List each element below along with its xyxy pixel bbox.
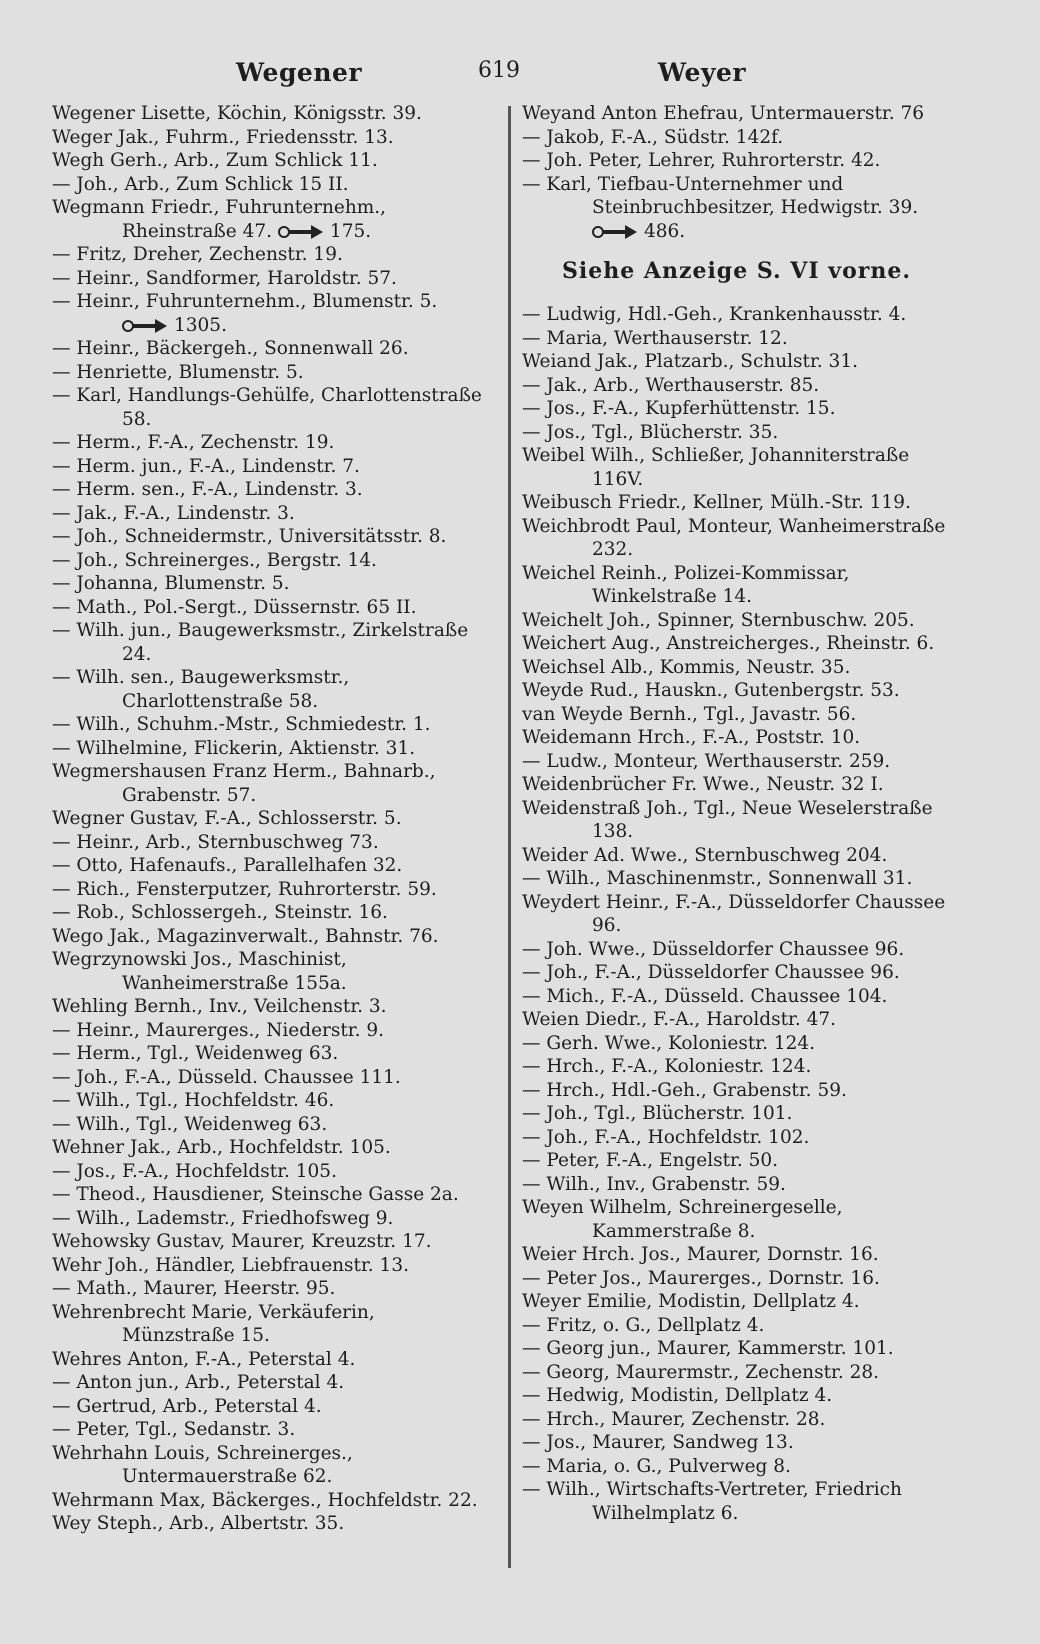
right-column-bottom (522, 303, 962, 1525)
directory-entry: — Wilh. sen., Baugewerksmstr., Charlottenstraße 58. (52, 667, 350, 712)
directory-entry: Weider Ad. Wwe., Sternbuschweg 204. (522, 844, 888, 866)
directory-entry: — Joh., F.-A., Düsseldorfer Chaussee 96. (522, 962, 900, 983)
directory-entry: Wegener Lisette, Köchin, Königsstr. 39. (52, 103, 422, 124)
directory-entry: — Ludwig, Hdl.-Geh., Krankenhausstr. 4. (522, 304, 907, 325)
directory-entry: Wey Steph., Arb., Albertstr. 35. (52, 1513, 345, 1534)
directory-entry: — Wilh., Lademstr., Friedhofsweg 9. (52, 1207, 394, 1229)
directory-entry: — Heinr., Bäckergeh., Sonnenwall 26. (52, 338, 409, 359)
directory-entry: Weichsel Alb., Kommis, Neustr. 35. (522, 656, 851, 678)
directory-entry: Wehling Bernh., Inv., Veilchenstr. 3. (52, 996, 387, 1017)
column-divider (508, 106, 511, 1568)
directory-entry: — Theod., Hausdiener, Steinsche Gasse 2a. (52, 1184, 459, 1205)
directory-entry: — Maria, Werthauserstr. 12. (522, 327, 788, 349)
directory-entry: — Joh., Schneidermstr., Universitätsstr. 8. (52, 526, 447, 547)
directory-entry: Wehres Anton, F.-A., Peterstal 4. (52, 1348, 356, 1370)
directory-entry: Wegrzynowski Jos., Maschinist, Wanheimerstraße 155a. (52, 949, 347, 994)
directory-entry: — Jos., Tgl., Blücherstr. 35. (522, 421, 779, 443)
directory-entry: — Fritz, o. G., Dellplatz 4. (522, 1314, 765, 1336)
directory-entry: Weyde Rud., Hauskn., Gutenbergstr. 53. (522, 680, 900, 701)
directory-entry: — Math., Maurer, Heerstr. 95. (52, 1278, 336, 1299)
directory-entry: — Jos., F.-A., Hochfeldstr. 105. (52, 1160, 337, 1182)
directory-entry: — Wilh., Inv., Grabenstr. 59. (522, 1173, 786, 1195)
directory-entry: — Wilh., Schuhm.-Mstr., Schmiedestr. 1. (52, 714, 431, 735)
directory-entry: — Wilh., Tgl., Weidenweg 63. (52, 1113, 328, 1135)
directory-entry: — Herm., Tgl., Weidenweg 63. (52, 1043, 339, 1064)
directory-entry: Wehowsky Gustav, Maurer, Kreuzstr. 17. (52, 1231, 432, 1252)
directory-entry: — Joh. Peter, Lehrer, Ruhrorterstr. 42. (522, 150, 881, 171)
directory-entry: — Georg jun., Maurer, Kammerstr. 101. (522, 1338, 894, 1359)
header-left-keyword: Wegener (236, 58, 363, 87)
directory-entry: Weidenstraß Joh., Tgl., Neue Weselerstraße 138. (522, 797, 933, 842)
page-header (0, 52, 1040, 92)
directory-entry: — Peter, Tgl., Sedanstr. 3. (52, 1419, 296, 1440)
directory-entry: — Peter Jos., Maurerges., Dornstr. 16. (522, 1267, 880, 1289)
directory-entry: Wehr Joh., Händler, Liebfrauenstr. 13. (52, 1254, 409, 1276)
directory-entry: Weichelt Joh., Spinner, Sternbuschw. 205. (522, 609, 915, 631)
directory-entry: — Wilhelmine, Flickerin, Aktienstr. 31. (52, 737, 416, 759)
directory-entry: — Heinr., Maurerges., Niederstr. 9. (52, 1019, 385, 1041)
directory-entry: — Joh., Schreinerges., Bergstr. 14. (52, 549, 377, 571)
directory-entry: — Wilh. jun., Baugewerksmstr., Zirkelstraße 24. (52, 620, 469, 665)
directory-entry: Wegmershausen Franz Herm., Bahnarb., Grabenstr. 57. (52, 761, 436, 806)
right-column-top (522, 102, 962, 243)
header-right-keyword: Weyer (658, 58, 747, 87)
right-column (522, 102, 962, 1525)
directory-entry: — Hedwig, Modistin, Dellplatz 4. (522, 1385, 833, 1406)
directory-entry: Wehrhahn Louis, Schreinerges., Untermauerstraße 62. (52, 1442, 353, 1487)
telephone-receiver-icon (592, 225, 638, 239)
directory-entry: Wegner Gustav, F.-A., Schlosserstr. 5. (52, 808, 402, 829)
directory-entry: — Rob., Schlossergeh., Steinstr. 16. (52, 902, 388, 923)
directory-entry: — Johanna, Blumenstr. 5. (52, 573, 290, 594)
directory-entry: — Anton jun., Arb., Peterstal 4. (52, 1372, 345, 1393)
directory-entry: Wegmann Friedr., Fuhrunternehm., Rheinstraße 47. 175. (52, 197, 387, 242)
directory-entry: Weibel Wilh., Schließer, Johanniterstraße 116V. (522, 445, 910, 490)
directory-entry: — Fritz, Dreher, Zechenstr. 19. (52, 244, 343, 265)
directory-entry: Weydert Heinr., F.-A., Düsseldorfer Chaussee 96. (522, 891, 946, 936)
telephone-receiver-icon (278, 225, 324, 239)
directory-entry: — Herm. jun., F.-A., Lindenstr. 7. (52, 455, 360, 477)
directory-entry: — Jak., F.-A., Lindenstr. 3. (52, 502, 295, 524)
directory-entry: — Joh., Arb., Zum Schlick 15 II. (52, 173, 349, 195)
directory-entry: Wehrenbrecht Marie, Verkäuferin, Münzstraße 15. (52, 1301, 375, 1346)
directory-entry: Wego Jak., Magazinverwalt., Bahnstr. 76. (52, 925, 439, 947)
directory-entry: Weibusch Friedr., Kellner, Mülh.-Str. 119. (522, 492, 911, 513)
directory-entry: Weier Hrch. Jos., Maurer, Dornstr. 16. (522, 1244, 879, 1265)
directory-entry: — Jos., F.-A., Kupferhüttenstr. 15. (522, 398, 836, 419)
directory-entry: Weichel Reinh., Polizei-Kommissar, Winkelstraße 14. (522, 562, 850, 607)
ad-notice: Siehe Anzeige S. VI vorne. (562, 258, 911, 284)
directory-entry: — Jakob, F.-A., Südstr. 142f. (522, 126, 784, 148)
directory-entry: Weien Diedr., F.-A., Haroldstr. 47. (522, 1009, 837, 1030)
directory-entry: — Gertrud, Arb., Peterstal 4. (52, 1395, 322, 1417)
directory-entry: Weiand Jak., Platzarb., Schulstr. 31. (522, 351, 858, 372)
directory-entry: Weichbrodt Paul, Monteur, Wanheimerstraße 232. (522, 515, 946, 560)
directory-entry: Wehrmann Max, Bäckerges., Hochfeldstr. 22. (52, 1489, 478, 1511)
telephone-receiver-icon (122, 319, 168, 333)
directory-entry: — Hrch., Maurer, Zechenstr. 28. (522, 1408, 826, 1430)
directory-entry: — Rich., Fensterputzer, Ruhrorterstr. 59. (52, 878, 437, 900)
directory-entry: — Karl, Tiefbau-Unternehmer und Steinbruchbesitzer, Hedwigstr. 39. 486. (522, 173, 919, 242)
directory-entry: — Hrch., Hdl.-Geh., Grabenstr. 59. (522, 1079, 847, 1101)
directory-entry: — Gerh. Wwe., Koloniestr. 124. (522, 1032, 816, 1054)
directory-entry: — Georg, Maurermstr., Zechenstr. 28. (522, 1361, 880, 1383)
directory-entry: — Wilh., Wirtschafts-Vertreter, Friedrich Wilhelmplatz 6. (522, 1479, 902, 1524)
directory-entry: — Hrch., F.-A., Koloniestr. 124. (522, 1056, 812, 1077)
directory-entry: Weger Jak., Fuhrm., Friedensstr. 13. (52, 126, 394, 148)
directory-entry: — Peter, F.-A., Engelstr. 50. (522, 1150, 779, 1171)
directory-entry: — Joh., F.-A., Hochfeldstr. 102. (522, 1126, 810, 1148)
left-column (52, 102, 492, 1536)
page-number: 619 (478, 58, 520, 83)
directory-entry: — Maria, o. G., Pulverweg 8. (522, 1455, 791, 1477)
directory-entry: — Joh., F.-A., Düsseld. Chaussee 111. (52, 1066, 401, 1088)
directory-entry: — Heinr., Arb., Sternbuschweg 73. (52, 831, 379, 853)
directory-entry: Wehner Jak., Arb., Hochfeldstr. 105. (52, 1137, 391, 1158)
directory-entry: Weidemann Hrch., F.-A., Poststr. 10. (522, 727, 861, 748)
directory-entry: — Math., Pol.-Sergt., Düssernstr. 65 II. (52, 596, 417, 618)
directory-entry: — Herm., F.-A., Zechenstr. 19. (52, 432, 335, 453)
directory-entry: Weichert Aug., Anstreicherges., Rheinstr. 6. (522, 633, 935, 654)
directory-entry: — Heinr., Sandformer, Haroldstr. 57. (52, 267, 397, 289)
directory-entry: — Otto, Hafenaufs., Parallelhafen 32. (52, 855, 403, 876)
directory-entry: — Karl, Handlungs-Gehülfe, Charlottenstraße 58. (52, 385, 482, 430)
directory-entry: — Jos., Maurer, Sandweg 13. (522, 1432, 794, 1453)
directory-entry: — Heinr., Fuhrunternehm., Blumenstr. 5. 1305. (52, 291, 438, 336)
directory-entry: Weyen Wilhelm, Schreinergeselle, Kammerstraße 8. (522, 1197, 843, 1242)
directory-entry: — Wilh., Maschinenmstr., Sonnenwall 31. (522, 868, 913, 889)
directory-entry: Weyer Emilie, Modistin, Dellplatz 4. (522, 1291, 860, 1312)
directory-entry: — Henriette, Blumenstr. 5. (52, 361, 304, 383)
directory-entry: — Jak., Arb., Werthauserstr. 85. (522, 374, 820, 396)
directory-entry: van Weyde Bernh., Tgl., Javastr. 56. (522, 703, 857, 725)
directory-entry: Wegh Gerh., Arb., Zum Schlick 11. (52, 150, 378, 171)
directory-entry: — Joh., Tgl., Blücherstr. 101. (522, 1103, 793, 1124)
directory-entry: — Wilh., Tgl., Hochfeldstr. 46. (52, 1090, 335, 1111)
directory-entry: Weidenbrücher Fr. Wwe., Neustr. 32 I. (522, 774, 884, 795)
directory-entry: — Joh. Wwe., Düsseldorfer Chaussee 96. (522, 938, 905, 960)
directory-entry: — Ludw., Monteur, Werthauserstr. 259. (522, 750, 891, 772)
directory-entry: — Herm. sen., F.-A., Lindenstr. 3. (52, 479, 363, 500)
directory-entry: — Mich., F.-A., Düsseld. Chaussee 104. (522, 985, 888, 1007)
directory-entry: Weyand Anton Ehefrau, Untermauerstr. 76 (522, 103, 925, 124)
